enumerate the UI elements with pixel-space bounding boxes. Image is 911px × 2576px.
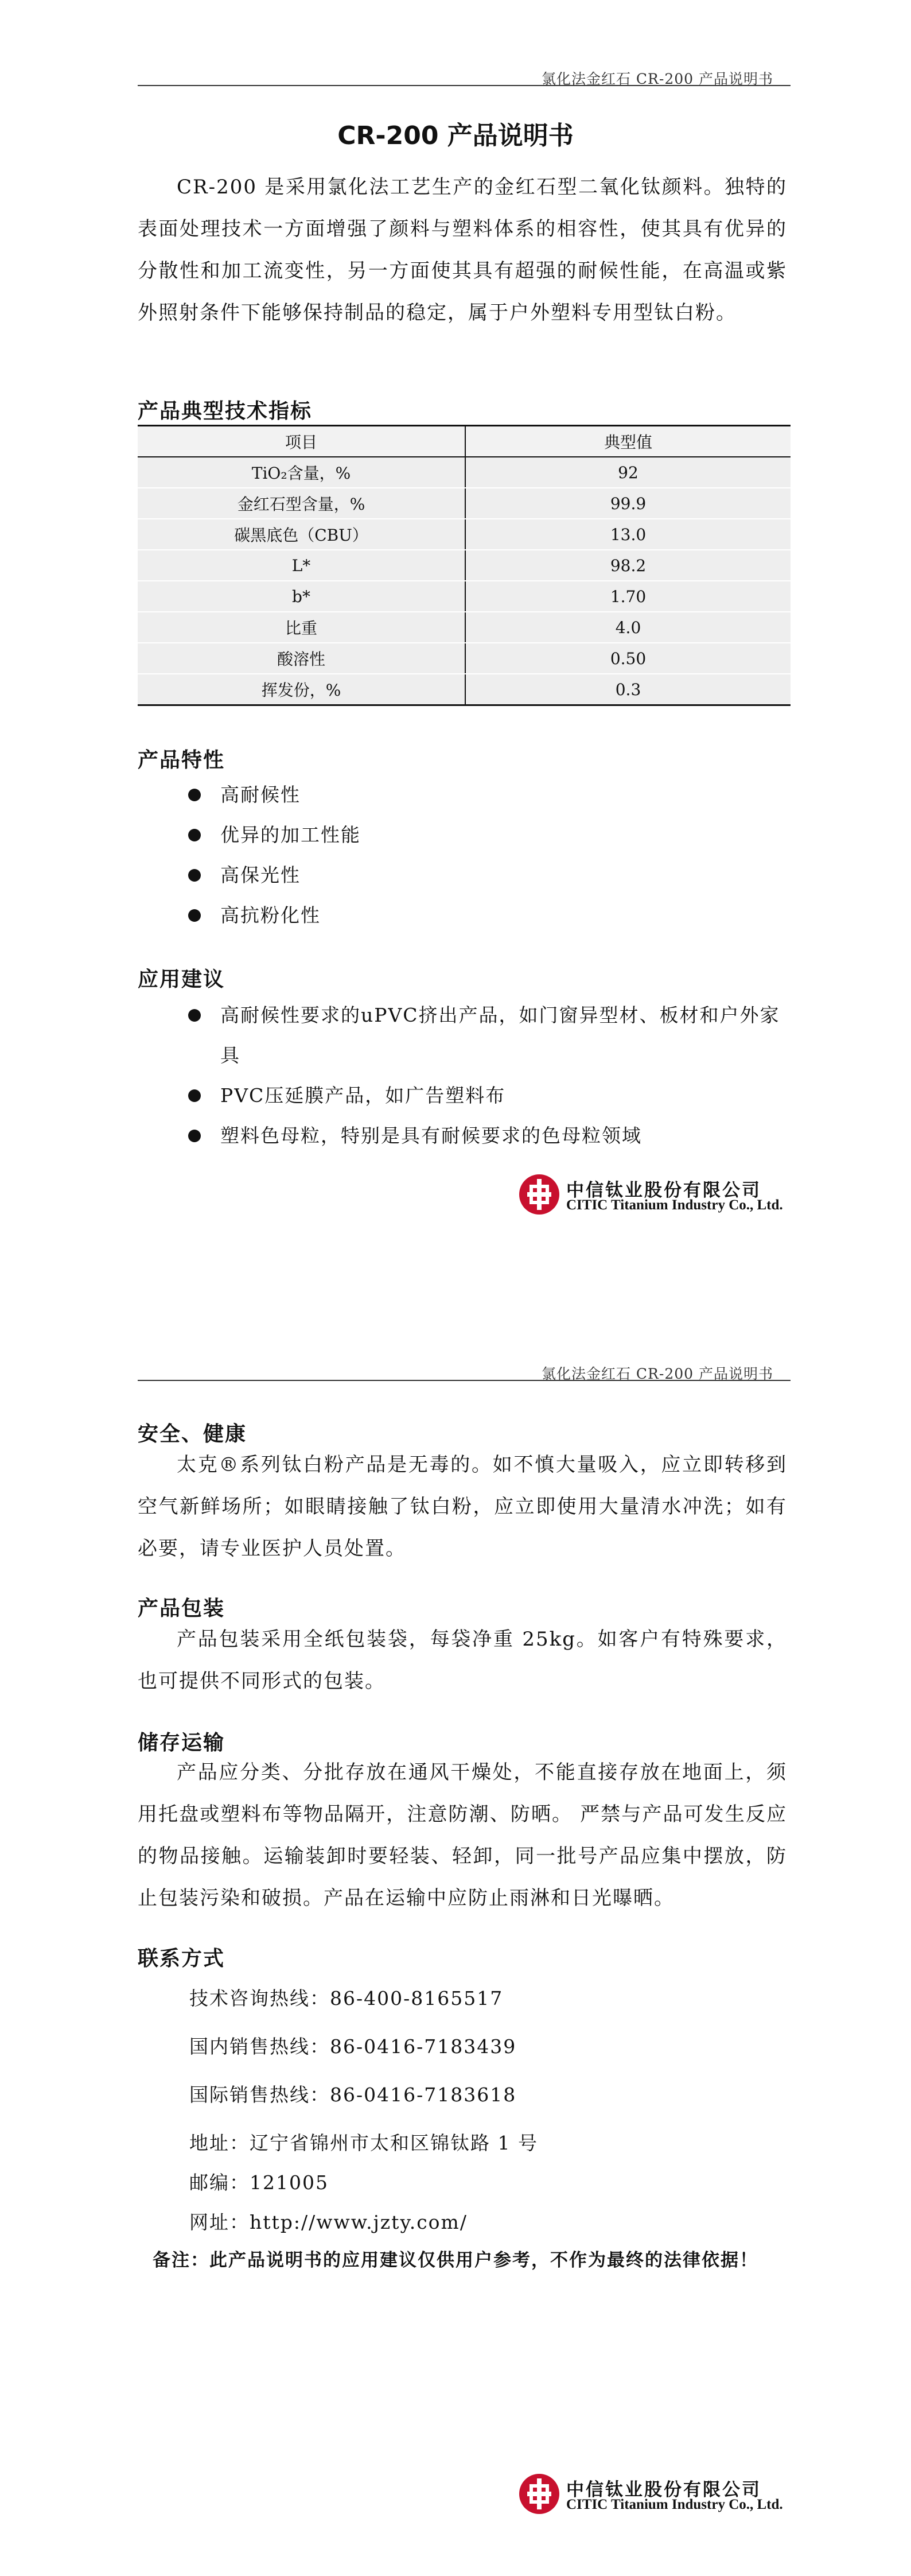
spec-header-item: 项目 — [138, 426, 465, 457]
feature-text: 高保光性 — [220, 864, 301, 886]
company-logo — [519, 1174, 783, 1218]
spec-value: 0.3 — [465, 674, 791, 705]
spec-item: 金红石型含量，% — [138, 488, 465, 519]
application-text: 塑料色母粒，特别是具有耐候要求的色母粒领域 — [220, 1124, 642, 1147]
packaging-section-title: 产品包装 — [138, 1597, 225, 1620]
bullet-icon — [188, 789, 201, 801]
bullet-icon — [188, 1009, 201, 1022]
list-item — [184, 1076, 792, 1116]
company-name-en: CITIC Titanium Industry Co., Ltd. — [566, 1197, 783, 1213]
feature-text: 高抗粉化性 — [220, 904, 321, 926]
applications-list — [184, 995, 792, 1156]
list-item — [184, 895, 792, 936]
header-rule — [138, 85, 791, 86]
running-header: 氯化法金红石 CR-200 产品说明书 — [541, 1365, 773, 1382]
table-row — [138, 457, 791, 488]
storage-paragraph: 产品应分类、分批存放在通风干燥处，不能直接存放在地面上，须用托盘或塑料布等物品隔开，注意防潮、防晒。 严禁与产品可发生反应的物品接触。运输装卸时要轻装、轻卸，同一批号产品应集中摆放，防止包装污染和破损。产品在运输中应防止雨淋和日光曝晒。 — [138, 1761, 787, 1910]
safety-paragraph: 太克®系列钛白粉产品是无毒的。如不慎大量吸入，应立即转移到空气新鲜场所；如眼睛接触了钛白粉，应立即使用大量清水冲洗；如有必要，请专业医护人员处置。 — [138, 1453, 787, 1560]
address: 地址：辽宁省锦州市太和区锦钛路 1 号 — [189, 2132, 538, 2154]
company-name-en: CITIC Titanium Industry Co., Ltd. — [566, 2497, 783, 2512]
spec-item: 挥发份，% — [138, 674, 465, 705]
spec-value: 13.0 — [465, 519, 791, 550]
website: 网址：http://www.jzty.com/ — [189, 2211, 468, 2233]
bullet-icon — [188, 1089, 201, 1102]
table-row — [138, 581, 791, 612]
spec-item: L* — [138, 550, 465, 581]
applications-section-title: 应用建议 — [138, 968, 225, 991]
table-row — [138, 488, 791, 519]
feature-text: 高耐候性 — [220, 783, 301, 806]
international-hotline: 国际销售热线：86-0416-7183618 — [189, 2084, 517, 2106]
packaging-paragraph: 产品包装采用全纸包装袋，每袋净重 25kg。如客户有特殊要求，也可提供不同形式的包装。 — [138, 1628, 787, 1693]
list-item — [184, 1116, 792, 1156]
spec-table — [138, 425, 791, 706]
spec-item: 酸溶性 — [138, 643, 465, 674]
disclaimer-note: 备注：此产品说明书的应用建议仅供用户参考，不作为最终的法律依据！ — [153, 2250, 758, 2271]
safety-section-title: 安全、健康 — [138, 1422, 247, 1446]
domestic-hotline: 国内销售热线：86-0416-7183439 — [189, 2035, 517, 2058]
spec-value: 0.50 — [465, 643, 791, 674]
bullet-icon — [188, 869, 201, 882]
spec-table-header — [138, 426, 791, 457]
spec-value: 99.9 — [465, 488, 791, 519]
header-rule — [138, 1380, 791, 1381]
spec-item: 碳黑底色（CBU） — [138, 519, 465, 550]
list-item — [184, 855, 792, 895]
spec-header-value: 典型值 — [465, 426, 791, 457]
spec-item: TiO₂含量，% — [138, 457, 465, 488]
table-row — [138, 612, 791, 643]
table-row — [138, 643, 791, 674]
running-header: 氯化法金红石 CR-200 产品说明书 — [541, 71, 773, 87]
spec-item: 比重 — [138, 612, 465, 643]
citic-logo-icon — [519, 2474, 559, 2514]
contact-section-title: 联系方式 — [138, 1947, 225, 1970]
company-logo — [519, 2474, 783, 2517]
features-section-title: 产品特性 — [138, 748, 225, 772]
document-title: CR-200 产品说明书 — [337, 121, 574, 150]
spec-value: 4.0 — [465, 612, 791, 643]
citic-logo-icon — [519, 1174, 559, 1215]
postcode: 邮编：121005 — [189, 2171, 329, 2194]
intro-paragraph: CR-200 是采用氯化法工艺生产的金红石型二氧化钛颜料。独特的表面处理技术一方面增强了颜料与塑料体系的相容性，使其具有优异的分散性和加工流变性，另一方面使其具有超强的耐候性能，在高温或紫外照射条件下能够保持制品的稳定，属于户外塑料专用型钛白粉。 — [138, 176, 787, 324]
feature-text: 优异的加工性能 — [220, 824, 361, 846]
bullet-icon — [188, 909, 201, 922]
company-name-cn: 中信钛业股份有限公司 — [566, 1180, 761, 1201]
spec-item: b* — [138, 581, 465, 612]
spec-value: 92 — [465, 457, 791, 488]
application-text: 高耐候性要求的uPVC挤出产品，如门窗异型材、板材和户外家具 — [220, 1004, 780, 1066]
page-2 — [0, 1288, 911, 2576]
table-row — [138, 674, 791, 705]
spec-value: 98.2 — [465, 550, 791, 581]
bullet-icon — [188, 1130, 201, 1142]
features-list — [184, 775, 792, 936]
list-item — [184, 815, 792, 855]
application-text: PVC压延膜产品，如广告塑料布 — [220, 1084, 506, 1107]
spec-section-title: 产品典型技术指标 — [138, 399, 313, 423]
table-row — [138, 519, 791, 550]
tech-hotline: 技术咨询热线：86-400-8165517 — [189, 1987, 504, 2009]
storage-section-title: 储存运输 — [138, 1731, 225, 1755]
table-row — [138, 550, 791, 581]
list-item — [184, 995, 792, 1076]
list-item — [184, 775, 792, 815]
company-name-cn: 中信钛业股份有限公司 — [566, 2480, 761, 2500]
spec-value: 1.70 — [465, 581, 791, 612]
bullet-icon — [188, 829, 201, 841]
